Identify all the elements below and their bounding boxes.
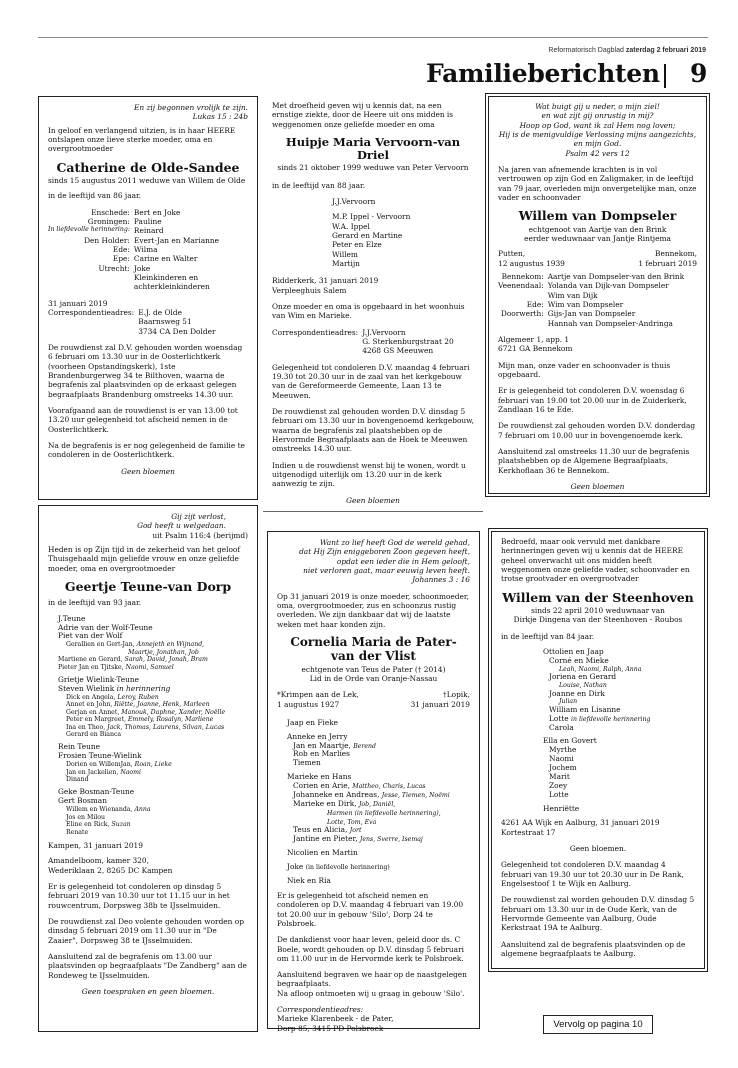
correspondence bbox=[48, 308, 248, 336]
motto-ref: Lukas 15 : 24b bbox=[192, 112, 248, 122]
motto-line: En zij begonnen vrolijk te zijn. bbox=[133, 103, 248, 112]
family-member: J.J.Vervoorn bbox=[332, 197, 376, 207]
family-member: Hannah van Dompseler-Andringa bbox=[547, 318, 673, 328]
family-member: Evert-Jan en Marianne bbox=[133, 235, 219, 245]
family-member: Willem bbox=[332, 249, 358, 259]
family-place bbox=[498, 291, 544, 300]
family-member: Gijs-Jan van Dompseler bbox=[547, 309, 636, 319]
corr-label: Correspondentieadres: bbox=[277, 1005, 364, 1015]
burial-info: Aansluitend zal omstreeks 11.30 uur de begrafenis plaatshebben op de Algemene Begraafplaats, Kerkhoflaan 36 te Bennekom. bbox=[498, 446, 690, 475]
family-group bbox=[501, 805, 695, 814]
family-member: Jochem bbox=[549, 763, 577, 773]
marital-status: sinds 21 oktober 1999 weduwe van Peter Vervoorn bbox=[277, 163, 469, 173]
address-line: Algemeer 1, app. 1 bbox=[498, 334, 570, 344]
condolence-info: Gelegenheid tot condoleren D.V. maandag 4 februari 19.30 tot 20.30 uur in de zaal van het kerkgebouw van de Gereformeerde Gemeente, Laan 13 te Meeuwen. bbox=[272, 362, 470, 400]
grandchildren-line: Dorien en WillemJan, Roan, Lieke bbox=[66, 761, 172, 769]
corr-line: G. Sterkenburgstraat 20 bbox=[362, 337, 454, 347]
grandchildren-line bbox=[58, 649, 248, 656]
notice-intro: Bedroefd, maar ook vervuld met dankbare herinneringen geven wij u kennis dat de HEERE geheel onverwacht uit ons midden heeft weggenomen onze geliefde vader, schoonvader en trotse grootvader en overgrootvader bbox=[501, 537, 690, 584]
marital-status-2: Dirkje Dingena van der Steenhoven - Roubos bbox=[513, 615, 683, 625]
marital-status: sinds 22 april 2010 weduwnaar van bbox=[531, 606, 665, 616]
notice-motto bbox=[48, 512, 248, 531]
family-member: Ella en Govert bbox=[543, 736, 597, 746]
birth-date: 12 augustus 1939 bbox=[498, 258, 565, 268]
death-place: †Lopik, bbox=[443, 690, 470, 700]
family-member: Bert en Joke bbox=[133, 207, 181, 217]
death-date: 31 januari 2019 bbox=[410, 699, 470, 709]
family-member: Carola bbox=[549, 722, 574, 732]
marital-status: echtgenote van Teus de Pater († 2014) bbox=[301, 664, 446, 674]
remembrance-note: in herinnering bbox=[114, 683, 171, 693]
family-group bbox=[287, 877, 470, 886]
service-info: De dankdienst voor haar leven, geleid door ds. C Boele, wordt gehouden op D.V. dinsdag 5 februari om 11.00 uur in de Hervormde kerk te Polsbroek. bbox=[277, 935, 464, 963]
grandchildren-line: Dinand bbox=[66, 776, 89, 784]
family-member: Joriena en Gerard bbox=[549, 672, 617, 682]
grandchildren-names: Job, Daniël, bbox=[358, 800, 396, 808]
motto-line: niet verloren gaat, maar eeuwig leven heeft. bbox=[303, 565, 470, 575]
notice-intro: In geloof en verlangend uitzien, is in haar HEERE ontslapen onze lieve sterke moeder, oma en overgrootmoeder bbox=[48, 125, 236, 154]
corr-line: Baarnsweg 51 bbox=[138, 317, 192, 327]
family-list bbox=[498, 272, 697, 328]
family-member: Lotte bbox=[549, 789, 569, 799]
family-member: Pauline bbox=[133, 217, 162, 226]
motto-line: opdat een ieder die in Hem gelooft, bbox=[336, 556, 470, 566]
farewell-info: Voorafgaand aan de rouwdienst is er van 13.00 tot 13.20 uur gelegenheid tot afscheid nemen in de Oosterlichtkerk. bbox=[48, 405, 238, 434]
deceased-name bbox=[277, 636, 470, 664]
honour-line: Lid in de Orde van Oranje-Nassau bbox=[309, 673, 438, 683]
family-member: Yolanda van Dijk-van Dompseler bbox=[547, 281, 669, 291]
family-list bbox=[48, 208, 248, 292]
family-group bbox=[58, 615, 248, 671]
motto-ref: Psalm 42 vers 12 bbox=[565, 148, 630, 158]
grandchildren-names: Lotte, Tom, Eva bbox=[327, 818, 377, 826]
notice-date: 31 januari 2019 bbox=[48, 298, 108, 308]
family-place bbox=[498, 319, 544, 328]
condolence-info: Na de begrafenis is er nog gelegenheid de familie te condoleren in de Oosterlichtkerk. bbox=[48, 440, 245, 460]
family-member: Marit bbox=[549, 771, 570, 781]
grandchildren-line: Martiene en Gerard, Sarah, David, Jonah, Bram bbox=[58, 656, 208, 664]
notice-footer: Geen bloemen bbox=[346, 495, 400, 505]
family-place: Groningen: bbox=[87, 217, 130, 226]
family-member: Marieke en Hans bbox=[287, 772, 352, 782]
grandchildren-names: Julian bbox=[559, 698, 578, 706]
grandchildren-line: Pieter Jan en Tjitske, Naomi, Samuel bbox=[58, 663, 174, 671]
corr-line: E.J. de Olde bbox=[138, 307, 183, 317]
grandchildren-names: Jesse, Tiemen, Noëmi bbox=[381, 791, 450, 799]
grandchildren-names: Jack, Thomas, Laurens, Silvan, Lucas bbox=[107, 723, 225, 731]
grandchildren-names: Harmen (in liefdevolle herinnering), bbox=[327, 809, 441, 817]
address-line: 6721 GA Bennekom bbox=[498, 344, 573, 354]
family-member: Joke (in liefdevolle herinnering) bbox=[287, 862, 390, 872]
family-head: Steven Wielink in herinnering bbox=[58, 683, 171, 693]
grandchildren-line: Ina en Theo, Jack, Thomas, Laurens, Silvan, Lucas bbox=[66, 723, 225, 731]
life-dates bbox=[277, 690, 470, 709]
header-dateline bbox=[548, 47, 706, 56]
family-head: Frosien Teune-Wielink bbox=[58, 751, 142, 761]
grandchildren-line: Gerard en Bianca bbox=[66, 730, 122, 738]
service-info: De rouwdienst zal gehouden worden D.V. dinsdag 5 februari om 13.30 uur in bovengenoemd kerkgebouw, waarna de begrafenis zal plaatshebben op de Hervormde Begraafplaats aan de Hoek te Meeuwen omstreeks 14.30 uur. bbox=[272, 406, 474, 454]
age-line: in de leeftijd van 86 jaar. bbox=[48, 191, 142, 201]
family-member: Peter en Elze bbox=[332, 240, 382, 250]
service-info: De rouwdienst zal Deo volente gehouden worden op dinsdag 5 februari 2019 om 11.30 uur in "De Zaaier", Dorpsweg 38 te IJsselmuiden. bbox=[48, 916, 244, 945]
family-member: Martijn bbox=[332, 259, 360, 269]
death-date: 1 februari 2019 bbox=[638, 258, 697, 268]
notice-footer: Geen bloemen bbox=[121, 466, 175, 476]
corr-line: Marieke Klarenbeek - de Pater, bbox=[277, 1014, 394, 1024]
notice-motto bbox=[277, 538, 470, 575]
grandchildren-names: Roan, Lieke bbox=[134, 761, 172, 769]
family-group bbox=[287, 719, 470, 728]
family-head: J.Teune bbox=[58, 613, 86, 623]
marital-status: sinds 15 augustus 2011 weduwe van Willem de Olde bbox=[48, 176, 246, 186]
motto-line: Wat buigt gij u neder, o mijn ziel! bbox=[535, 102, 660, 111]
birth-place: Putten, bbox=[498, 249, 526, 259]
grandchildren-names: Jens, Sverre, Isemaj bbox=[359, 836, 423, 844]
family-member: William en Lisanne bbox=[549, 704, 621, 714]
motto-line: en mijn God. bbox=[573, 139, 622, 149]
grandchildren-names: Berend bbox=[353, 742, 376, 750]
family-member: W.A. Ippel bbox=[332, 221, 370, 231]
notice-place: Ridderkerk, 31 januari 2019 bbox=[272, 276, 379, 286]
family-member: Carine en Walter bbox=[133, 254, 198, 264]
family-place: Den Holder: bbox=[84, 235, 130, 245]
motto-line: God heeft u welgedaan. bbox=[137, 521, 226, 531]
corr-line: 4268 GS Meeuwen bbox=[362, 346, 434, 356]
viewing-info: Onze moeder en oma is opgebaard in het woonhuis van Wim en Marieke. bbox=[272, 302, 465, 321]
birth-place: *Krimpen aan de Lek, bbox=[277, 690, 359, 700]
corr-line: Dorp 85, 3415 PD Polsbroek bbox=[277, 1023, 384, 1033]
notice-footer: Geen bloemen bbox=[570, 481, 625, 491]
notice-footer: Geen bloemen. bbox=[569, 844, 627, 854]
attendance-info: Indien u de rouwdienst wenst bij te wonen, wordt u uitgenodigd uiterlijk om 13.20 uur in de kerk aanwezig te zijn. bbox=[272, 460, 466, 489]
family-list bbox=[48, 615, 248, 836]
issue-date: zaterdag 2 februari 2019 bbox=[625, 47, 706, 54]
notice-intro: Heden is op Zijn tijd in de zekerheid van het geloof Thuisgehaald mijn geliefde vrouw en onze geliefde moeder, oma en overgrootmoeder bbox=[48, 544, 241, 573]
grandchildren-line: Gerallien en Gert-Jan, Annejeth en Wijnand, bbox=[66, 641, 205, 649]
family-member: Anneke en Jerry bbox=[287, 731, 348, 741]
service-info: De rouwdienst zal D.V. gehouden worden woensdag 6 februari om 13.30 uur in de Oosterlichtkerk (voorheen Opstandingskerk), 1ste Brandenburgerweg 34 te Bilthoven, waarna de begrafenis zal plaatsvinden op de erkaast gelegen begraafplaats Brandenburg omstreeks 14.30 uur. bbox=[48, 342, 243, 399]
deceased-name: Huipje Maria Vervoorn-van Driel bbox=[285, 134, 461, 163]
notice-catherine bbox=[38, 96, 258, 500]
family-list bbox=[272, 212, 474, 268]
grandchildren-line: Peter en Margreet, Emmely, Rosalyn, Marliene bbox=[66, 716, 214, 724]
burial-info: Aansluitend zal de begrafenis plaatsvinden op de algemene begraafplaats te Aalburg. bbox=[501, 939, 686, 959]
family-place: Utrecht: bbox=[98, 263, 130, 273]
family-place: In liefdevolle herinnering: bbox=[48, 226, 130, 234]
grandchildren-names: Jort bbox=[349, 827, 362, 835]
grandchildren-line: Jos en Milou bbox=[66, 813, 105, 821]
deceased-name: Willem van der Steenhoven bbox=[502, 589, 694, 605]
remembrance-note: in liefdevolle herinnering bbox=[571, 715, 651, 723]
burial-info: Aansluitend zal de begrafenis om 13.00 uur plaatsvinden op begraafplaats "De Zandberg" aan de Rondeweg te IJsselmuiden. bbox=[48, 951, 247, 980]
grandchildren-line: Gerjan en Annet, Manouk, Daphne, Xander, Noëlle bbox=[66, 708, 226, 716]
motto-line: dat Hij Zijn eniggeboren Zoon gegeven heeft, bbox=[299, 547, 470, 557]
grandchildren-names: Mattheo, Charis, Lucas bbox=[352, 783, 426, 791]
family-head: Geke Bosman-Teune bbox=[58, 787, 135, 797]
family-place: Veenendaal: bbox=[498, 281, 544, 291]
family-member: Niek en Ria bbox=[287, 875, 331, 885]
grandchildren-names: Suzan bbox=[111, 821, 131, 829]
header-rule bbox=[38, 37, 708, 38]
life-dates bbox=[498, 249, 697, 268]
family-place: Ede: bbox=[112, 244, 130, 254]
age-line: in de leeftijd van 88 jaar. bbox=[272, 180, 366, 190]
viewing-info: Mijn man, onze vader en schoonvader is thuis opgebaard. bbox=[498, 360, 671, 379]
gathering-info: Na afloop ontmoeten wij u graag in gebouw 'Silo'. bbox=[277, 988, 465, 998]
family-member: Naomi bbox=[549, 754, 574, 764]
family-place bbox=[48, 273, 130, 292]
grandchildren-names: Anna bbox=[134, 806, 151, 814]
corr-line: 3734 CA Den Dolder bbox=[138, 326, 216, 336]
deceased-name-line: Cornelia Maria de Pater- bbox=[290, 634, 457, 649]
family-group bbox=[58, 676, 248, 738]
corr-label: Correspondentieadres: bbox=[272, 327, 359, 337]
notice-geertje bbox=[38, 505, 258, 1032]
notice-huipje bbox=[263, 96, 483, 505]
age-line: in de leeftijd van 84 jaar. bbox=[501, 631, 595, 641]
death-place: Bennekom, bbox=[655, 249, 697, 259]
deceased-name-line: van der Vlist bbox=[331, 648, 416, 663]
family-group bbox=[287, 863, 470, 872]
grandchildren-names: Annejeth en Wijnand, bbox=[136, 641, 205, 649]
family-member: Jan en Maartje, Berend bbox=[293, 740, 376, 750]
family-member: Corné en Mieke bbox=[549, 655, 609, 665]
family-group bbox=[287, 773, 470, 844]
section-title: Familieberichten bbox=[426, 59, 660, 88]
motto-ref: Johannes 3 : 16 bbox=[412, 575, 470, 585]
family-place: Ede: bbox=[526, 299, 544, 309]
notice-place: Kampen, 31 januari 2019 bbox=[48, 840, 143, 850]
family-head: Piet van der Wolf bbox=[58, 631, 123, 641]
family-member: Teus en Alicia, Jort bbox=[293, 825, 362, 835]
grandchildren-names: Naomi bbox=[120, 768, 142, 776]
family-place: Doorwerth: bbox=[500, 309, 544, 319]
address-line: Wederiklaan 2, 8265 DC Kampen bbox=[48, 865, 173, 875]
notice-place: 4261 AA Wijk en Aalburg, 31 januari 2019 bbox=[501, 818, 660, 828]
family-group bbox=[287, 733, 470, 769]
grandchildren-line: Renate bbox=[66, 828, 89, 836]
motto-ref: uit Psalm 116:4 (berijmd) bbox=[152, 530, 248, 540]
family-member: Marieke en Dirk, Job, Daniël, bbox=[293, 798, 396, 808]
family-member: Aartje van Dompseler-van den Brink bbox=[547, 271, 685, 281]
family-head: Gert Bosman bbox=[58, 796, 107, 806]
motto-line: Hoop op God, want ik zal Hem nog loven; bbox=[519, 120, 676, 130]
family-member: Wim van Dompseler bbox=[547, 299, 624, 309]
column-separator bbox=[263, 511, 483, 512]
notice-willem-steenhoven bbox=[491, 531, 705, 969]
family-place: Enschede: bbox=[91, 207, 130, 217]
grandchildren-names: Leah, Naomi, Ralph, Anna bbox=[559, 665, 642, 673]
family-head: Adrie van der Wolf-Teune bbox=[58, 622, 153, 632]
grandchildren-line: Annet en John, Riëtte, Joanne, Henk, Marleen bbox=[66, 701, 210, 709]
notice-motto bbox=[48, 103, 248, 122]
grandchildren-names: Naomi, Samuel bbox=[125, 663, 174, 671]
corr-line: J.J.Vervoorn bbox=[362, 327, 406, 337]
service-info: De rouwdienst zal gehouden worden D.V. donderdag 7 februari om 10.00 uur in bovengenoemde kerk. bbox=[498, 421, 696, 440]
marital-status: echtgenoot van Aartje van den Brink bbox=[528, 224, 667, 234]
family-member: Jantine en Pieter, Jens, Sverre, Isemaj bbox=[293, 834, 423, 844]
notice-place-2: Verpleeghuis Salem bbox=[272, 285, 347, 295]
family-group bbox=[501, 737, 695, 799]
family-head: Grietje Wielink-Teune bbox=[58, 675, 140, 685]
family-member: Lotte in liefdevolle herinnering bbox=[549, 713, 651, 723]
family-member: Gerard en Martine bbox=[332, 231, 403, 241]
family-group bbox=[287, 849, 470, 858]
family-member: Henriëtte bbox=[543, 803, 580, 813]
grandchildren-names: Leroy, Ruben bbox=[117, 693, 159, 701]
family-member: Joke bbox=[133, 263, 151, 273]
grandchildren-names: Maartje, Jonathan, Job bbox=[128, 648, 199, 656]
grandchildren-line: Dick en Angela, Leroy, Ruben bbox=[66, 693, 159, 701]
motto-line: Want zo lief heeft God de wereld gehad, bbox=[319, 538, 470, 547]
continue-link[interactable]: Vervolg op pagina 10 bbox=[543, 1015, 653, 1034]
address-line: Kortestraat 17 bbox=[501, 827, 556, 837]
family-member: Tiemen bbox=[293, 758, 321, 768]
condolence-info: Gelegenheid tot condoleren D.V. maandag 4 februari van 19.30 uur tot 20.30 uur in De Rank, Engelsestoof 1 te Wijk en Aalburg. bbox=[501, 860, 684, 889]
family-group bbox=[501, 648, 695, 732]
family-member: Kleinkinderen en achterkleinkinderen bbox=[133, 272, 210, 292]
age-line: in de leeftijd van 93 jaar. bbox=[48, 598, 142, 608]
notice-intro: Na jaren van afnemende krachten is in vol vertrouwen op zijn God en Zaligmaker, in de leeftijd van 79 jaar, overleden mijn onvergetelijke man, onze vader en schoonvader bbox=[498, 164, 697, 202]
notice-intro: Met droefheid geven wij u kennis dat, na een ernstige ziekte, door de Heere uit ons midden is weggenomen onze geliefde moeder en oma bbox=[272, 101, 454, 129]
grandchildren-names: Louise, Nathan bbox=[559, 682, 607, 690]
grandchildren-line: Eline en Rick, Suzan bbox=[66, 821, 131, 829]
family-member: Jaap en Fieke bbox=[287, 717, 339, 727]
grandchildren-names: Riëtte, Joanne, Henk, Marleen bbox=[114, 701, 210, 709]
family-member: Joanne en Dirk bbox=[549, 688, 605, 698]
family-group bbox=[58, 788, 248, 836]
marital-status-2: eerder weduwnaar van Jantje Rintjema bbox=[524, 233, 671, 243]
header-divider bbox=[664, 64, 666, 88]
motto-line: Hij is de menigvuldige Verlossing mijns aangezichts, bbox=[498, 129, 697, 139]
family-member: Johanneke en Andreas, Jesse, Tiemen, Noëmi bbox=[293, 789, 450, 799]
motto-line: en wat zijt gij onrustig in mij? bbox=[541, 111, 654, 121]
family-member: Myrthe bbox=[549, 745, 577, 755]
family-head: Rein Teune bbox=[58, 742, 101, 752]
deceased-name: Geertje Teune-van Dorp bbox=[64, 578, 232, 594]
family-member: Zoey bbox=[549, 780, 568, 790]
family-member: Ottolien en Jaap bbox=[543, 647, 604, 656]
grandchildren-line: Jan en Jackelien, Naomi bbox=[66, 768, 142, 776]
notice-cornelia bbox=[267, 531, 480, 1033]
correspondence bbox=[272, 328, 474, 356]
grandchildren-names: Manouk, Daphne, Xander, Noëlle bbox=[121, 708, 226, 716]
motto-line: Gij zijt verlost, bbox=[171, 512, 226, 521]
family-member: Wim van Dijk bbox=[547, 290, 598, 300]
family-member: Corien en Arie, Mattheo, Charis, Lucas bbox=[293, 781, 426, 791]
notice-motto bbox=[498, 102, 697, 149]
paper-name: Reformatorisch Dagblad bbox=[548, 47, 624, 54]
family-member: Nicolien en Martin bbox=[287, 848, 358, 858]
birth-date: 1 augustus 1927 bbox=[277, 699, 340, 709]
notice-footer: Geen toespraken en geen bloemen. bbox=[81, 986, 215, 996]
condolence-info: Er is gelegenheid tot condoleren D.V. woensdag 6 februari van 19.00 tot 20.00 uur in de Zuiderkerk, Zandlaan 16 te Ede. bbox=[498, 386, 687, 414]
address-line: Amandelboom, kamer 320, bbox=[48, 856, 149, 866]
notice-intro: Op 31 januari 2019 is onze moeder, schoonmoeder, oma, overgrootmoeder, zus en schoonzus rustig overleden. We zijn dankbaar dat wij de laatste weken met haar konden zijn. bbox=[277, 591, 469, 629]
service-info: De rouwdienst zal worden gehouden D.V. dinsdag 5 februari om 13.30 uur in de Oude Kerk, van de Hervormde Gemeente van Aalburg, Oude Kerkstraat 19A te Aalburg. bbox=[501, 895, 695, 933]
notice-willem-dompseler bbox=[488, 96, 707, 494]
remembrance-note: (in liefdevolle herinnering) bbox=[305, 864, 390, 872]
family-member: Reinard bbox=[133, 226, 164, 236]
family-member: M.P. Ippel - Vervoorn bbox=[332, 212, 411, 222]
condolence-info: Er is gelegenheid tot condoleren op dinsdag 5 februari 2019 van 10.30 uur tot 11.15 uur in het rouwcentrum, Dorpsweg 38b te IJsselmuiden. bbox=[48, 881, 230, 910]
burial-info: Aansluitend begraven we haar op de naastgelegen begraafplaats. bbox=[277, 970, 467, 989]
family-place: Bennekom: bbox=[501, 271, 544, 281]
deceased-name: Catherine de Olde-Sandee bbox=[56, 159, 240, 175]
family-place: Epe: bbox=[112, 254, 130, 264]
grandchildren-names: Emmely, Rosalyn, Marliene bbox=[127, 716, 214, 724]
grandchildren-names: Sarah, David, Jonah, Bram bbox=[124, 656, 208, 664]
grandchildren-line: Willem en Wienanda, Anna bbox=[66, 806, 151, 814]
family-member bbox=[287, 809, 470, 818]
condolence-info: Er is gelegenheid tot afscheid nemen en condoleren op D.V. maandag 4 februari van 19.00 tot 20.00 uur in gebouw 'Silo', Dorp 24 te Polsbroek. bbox=[277, 890, 464, 928]
family-member: Wilma bbox=[133, 244, 158, 254]
deceased-name: Willem van Dompseler bbox=[518, 208, 677, 224]
corr-label: Correspondentieadres: bbox=[48, 307, 135, 317]
page-number: 9 bbox=[690, 59, 708, 88]
family-list bbox=[277, 719, 470, 886]
family-list bbox=[501, 648, 695, 813]
family-group bbox=[58, 743, 248, 783]
family-member: Rob en Marlies bbox=[293, 749, 350, 759]
